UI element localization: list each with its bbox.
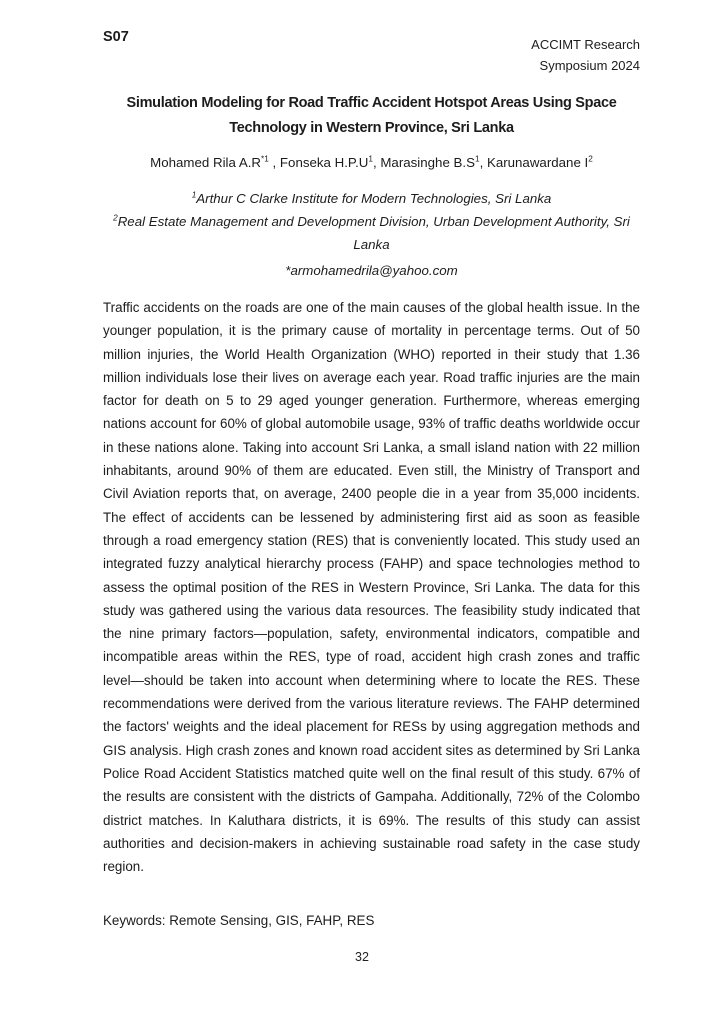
symposium-block: [531, 34, 640, 76]
affiliation-superscript: 2: [113, 213, 118, 223]
author-separator: ,: [479, 155, 487, 170]
author-name: Karunawardane I: [486, 155, 589, 170]
author-separator: ,: [268, 155, 280, 170]
page-number: 32: [355, 950, 369, 964]
author-name: Marasinghe B.S: [380, 155, 475, 170]
page-header: [103, 28, 640, 76]
affiliation-text: Real Estate Management and Development Division, Urban Development Authority, Sri Lanka: [117, 214, 630, 252]
author-separator: ,: [372, 155, 381, 170]
author-superscript: 1: [368, 154, 373, 164]
affiliation-line: [103, 187, 640, 210]
author: [280, 155, 380, 170]
affiliations-block: [103, 187, 640, 256]
abstract-text: Traffic accidents on the roads are one of the main causes of the global health issue. In the younger population, it is the primary cause of mortality in percentage terms. Out of 50 million injuries, the World Health Organization (WHO) reported in their study that 1.36 million individuals lose their lives on average each year. Road traffic injuries are the main factor for death on 5 to 29 aged younger generation. Furthermore, whereas emerging nations account for 60% of global automobile usage, 93% of traffic deaths worldwide occur in these nations alone. Taking into account Sri Lanka, a small island nation with 22 million inhabitants, around 90% of them are educated. Even still, the Ministry of Transport and Civil Aviation reports that, on average, 2400 people die in a year from 35,000 incidents. The effect of accidents can be lessened by administering first aid as soon as feasible through a road emergency station (RES) that is conveniently located. This study used an integrated fuzzy analytical hierarchy process (FAHP) and space technologies method to assess the optimal position of the RES in Western Province, Sri Lanka. The data for this study was gathered using the various data resources. The feasibility study indicated that the nine primary factors—population, safety, environmental indicators, compatible and incompatible areas within the RES, type of road, accident high crash zones and traffic level—should be taken into account when determining where to locate the RES. These recommendations were derived from the various literature reviews. The FAHP determined the factors' weights and the ideal placement for RESs by using aggregation methods and GIS analysis. High crash zones and known road accident sites as determined by Sri Lanka Police Road Accident Statistics matched quite well on the final result of this study. 67% of the results are consistent with the districts of Gampaha. Additionally, 72% of the Colombo district matches. In Kaluthara districts, it is 69%. The results of this study can assist authorities and decision-makers in achieving sustainable road safety in the case study region.: [103, 300, 640, 875]
symposium-line-1: ACCIMT Research: [531, 37, 640, 52]
affiliation-text: Arthur C Clarke Institute for Modern Technologies, Sri Lanka: [196, 191, 552, 206]
author-name: Fonseka H.P.U: [279, 155, 369, 170]
author-superscript: 1: [474, 154, 480, 164]
paper-title: Simulation Modeling for Road Traffic Accident Hotspot Areas Using Space Technology in Western Province, Sri Lanka: [126, 95, 617, 136]
affiliation-line: [103, 210, 640, 256]
author: [150, 155, 280, 170]
keywords-line: Keywords: Remote Sensing, GIS, FAHP, RES: [103, 913, 375, 929]
email-line: *armohamedrila@yahoo.com: [285, 263, 458, 278]
author-line: [103, 153, 640, 173]
author: [380, 155, 487, 170]
author-superscript: 2: [588, 154, 593, 164]
author-superscript: *1: [261, 154, 269, 164]
affiliation-superscript: 1: [191, 190, 197, 200]
session-code: S07: [103, 29, 129, 45]
author: [487, 155, 593, 170]
author-name: Mohamed Rila A.R: [150, 155, 262, 170]
symposium-line-2: Symposium 2024: [539, 58, 640, 73]
